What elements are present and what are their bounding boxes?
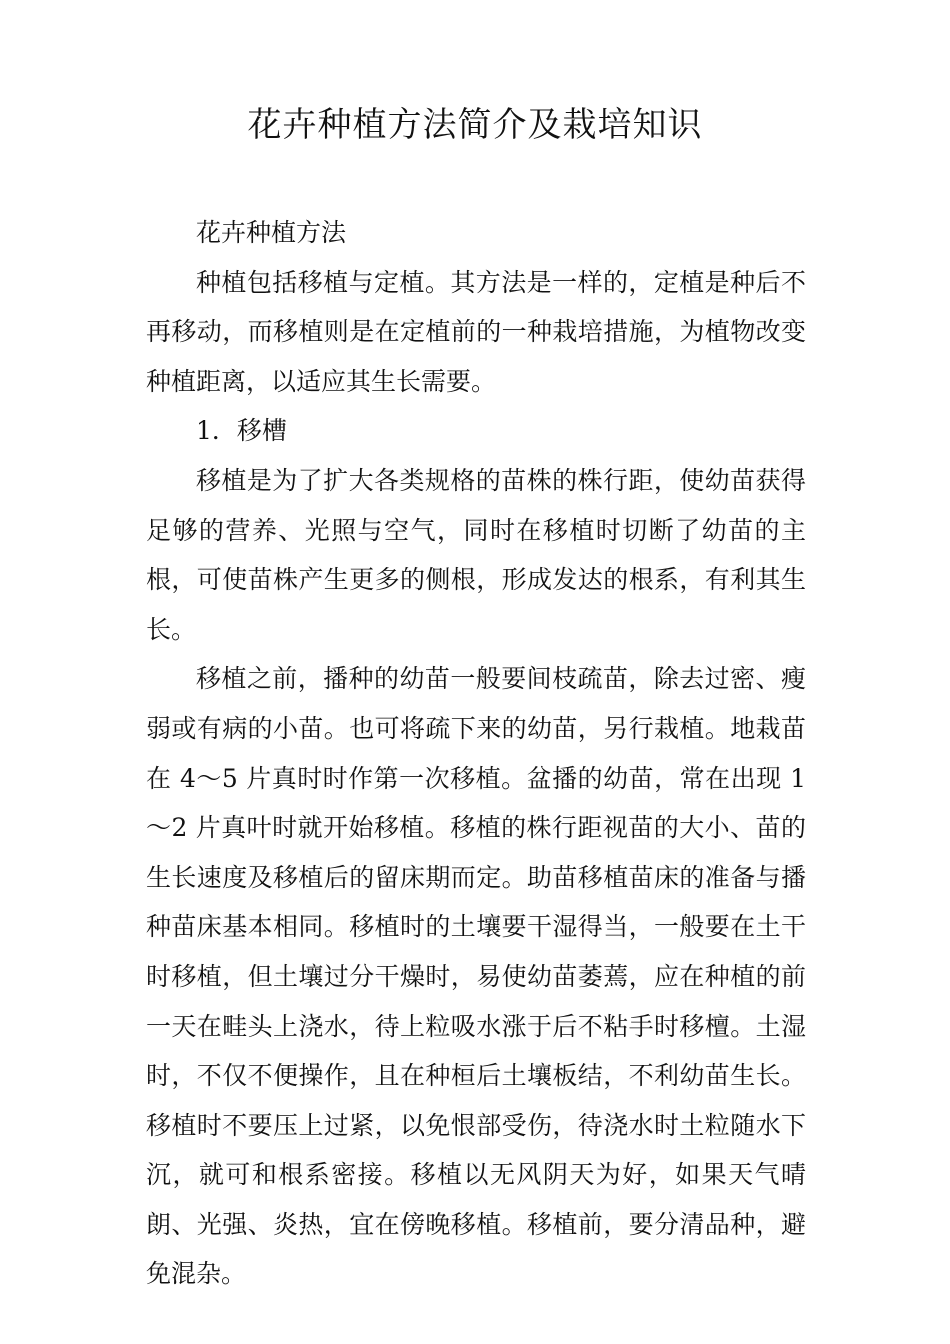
paragraph: 种植包括移植与定植。其方法是一样的，定植是种后不再移动，而移植则是在定植前的一种栽培措施，为植物改变种植距离，以适应其生长需要。 [146,267,806,396]
section-heading: 花卉种植方法 [196,218,347,247]
subsection-heading: 1．移槽 [196,416,287,446]
paragraph: 移植之前，播种的幼苗一般要间枝疏苗，除去过密、瘦弱或有病的小苗。也可将疏下来的幼苗，另行栽植。地栽苗在 4～5 片真时时作第一次移植。盆播的幼苗，常在出现 1～2 片真叶时就开始移植。移植的株行距视苗的大小、苗的生长速度及移植后的留床期而定。助苗移植苗床的准备与播种苗床基本相同。移植时的土壤要干湿得当，一般要在土干时移植，但土壤过分干燥时，易使幼苗萎蔫，应在种植的前一天在畦头上浇水，待上粒吸水涨于后不粘手时移檀。土湿时，不仅不便操作，且在种桓后土壤板结，不利幼苗生长。移植时不要压上过紧，以免恨部受伤，待浇水时土粒随水下沉，就可和根系密接。移植以无风阴天为好，如果天气晴朗、光强、炎热，宜在傍晚移植。移植前，要分清品种，避免混杂。 [146,664,806,1289]
paragraph: 移植是为了扩大各类规格的苗株的株行距，使幼苗获得足够的营养、光照与空气，同时在移植时切断了幼苗的主根，可使苗株产生更多的侧根，形成发达的根系，有利其生长。 [146,465,806,644]
document-body [146,208,806,1299]
document-title: 花卉种植方法简介及栽培知识 [247,105,703,145]
